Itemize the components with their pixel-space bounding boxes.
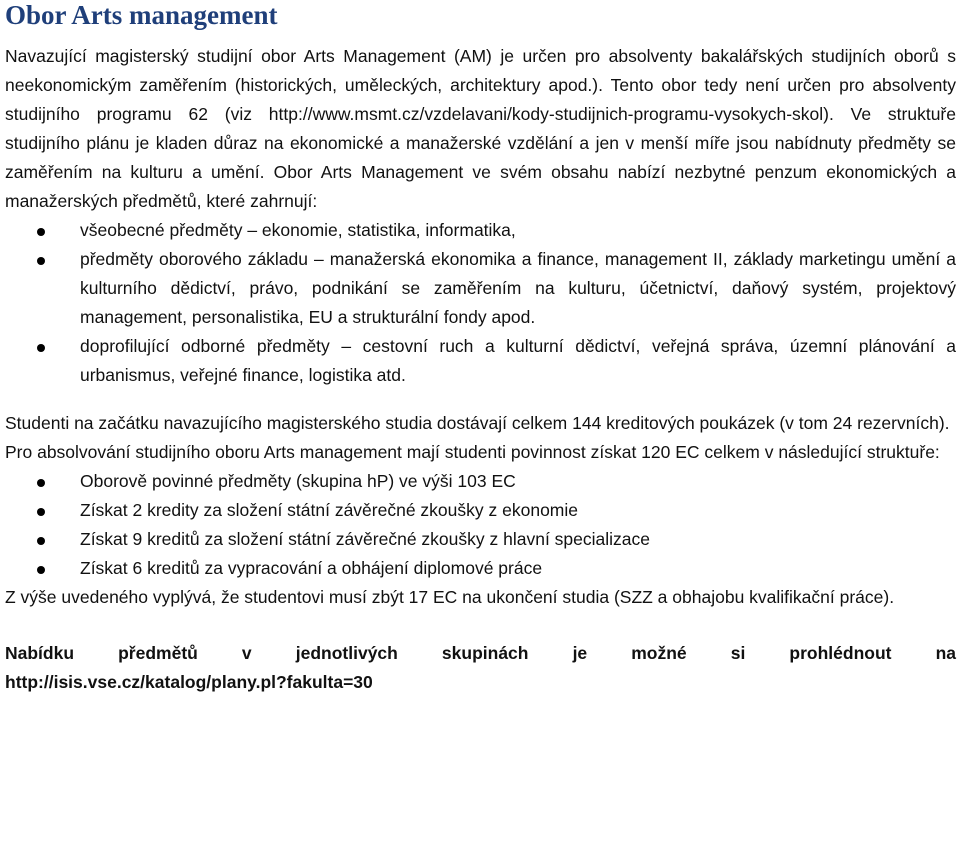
- list-item: [5, 554, 956, 583]
- structure-list: [5, 467, 956, 583]
- structure-text: Získat 2 kredity za složení státní závěrečné zkoušky z ekonomie: [80, 500, 578, 520]
- bullet-icon: [37, 228, 45, 236]
- bullet-icon: [37, 257, 45, 265]
- spacer: [5, 390, 956, 409]
- structure-text: Oborově povinné předměty (skupina hP) ve výši 103 EC: [80, 471, 516, 491]
- bullet-icon: [37, 344, 45, 352]
- list-item: [5, 496, 956, 525]
- credits-paragraph: Studenti na začátku navazujícího magisterského studia dostávají celkem 144 kreditových poukázek (v tom 24 rezervních).: [5, 413, 950, 433]
- footer-note: Nabídku předmětů v jednotlivých skupinách je možné si prohlédnout na: [5, 643, 956, 663]
- subject-text: doprofilující odborné předměty – cestovní ruch a kulturní dědictví, veřejná správa, územní plánování a urbanismus, veřejné finance, logistika atd.: [80, 336, 956, 385]
- page-title: Obor Arts management: [5, 0, 278, 30]
- intro-paragraph: Navazující magisterský studijní obor Arts Management (AM) je určen pro absolventy bakalářských studijních oborů s neekonomickým zaměřením (historických, uměleckých, architektury apod.). Tento obor tedy není určen pro absolventy studijního programu 62 (viz http://www.msmt.cz/vzdelavani/kody-studijnich-programu-vysokych-skol). Ve struktuře studijního plánu je kladen důraz na ekonomické a manažerské vzdělání a jen v menší míře jsou nabídnuty předměty se zaměřením na kulturu a umění. Obor Arts Management ve svém obsahu nabízí nezbytné penzum ekonomických a manažerských předmětů, které zahrnují:: [5, 46, 956, 211]
- bullet-icon: [37, 537, 45, 545]
- catalog-link[interactable]: http://isis.vse.cz/katalog/plany.pl?fakulta=30: [5, 672, 373, 692]
- structure-text: Získat 6 kreditů za vypracování a obhájení diplomové práce: [80, 558, 543, 578]
- list-item: [5, 525, 956, 554]
- list-item: [5, 216, 956, 245]
- conclusion-paragraph: Z výše uvedeného vyplývá, že studentovi musí zbýt 17 EC na ukončení studia (SZZ a obhajobu kvalifikační práce).: [5, 587, 895, 607]
- list-item: [5, 245, 956, 332]
- spacer: [5, 612, 956, 639]
- bullet-icon: [37, 566, 45, 574]
- bullet-icon: [37, 479, 45, 487]
- bullet-icon: [37, 508, 45, 516]
- structure-intro: Pro absolvování studijního oboru Arts management mají studenti povinnost získat 120 EC celkem v následující struktuře:: [5, 442, 940, 462]
- subjects-list: [5, 216, 956, 390]
- subject-text: všeobecné předměty – ekonomie, statistika, informatika,: [80, 220, 516, 240]
- list-item: [5, 467, 956, 496]
- structure-text: Získat 9 kreditů za složení státní závěrečné zkoušky z hlavní specializace: [80, 529, 650, 549]
- subject-text: předměty oborového základu – manažerská ekonomika a finance, management II, základy marketingu umění a kulturního dědictví, právo, podnikání se zaměřením na kulturu, účetnictví, daňový systém, projektový management, personalistika, EU a strukturální fondy apod.: [80, 249, 956, 327]
- list-item: [5, 332, 956, 390]
- document-page: [5, 0, 956, 697]
